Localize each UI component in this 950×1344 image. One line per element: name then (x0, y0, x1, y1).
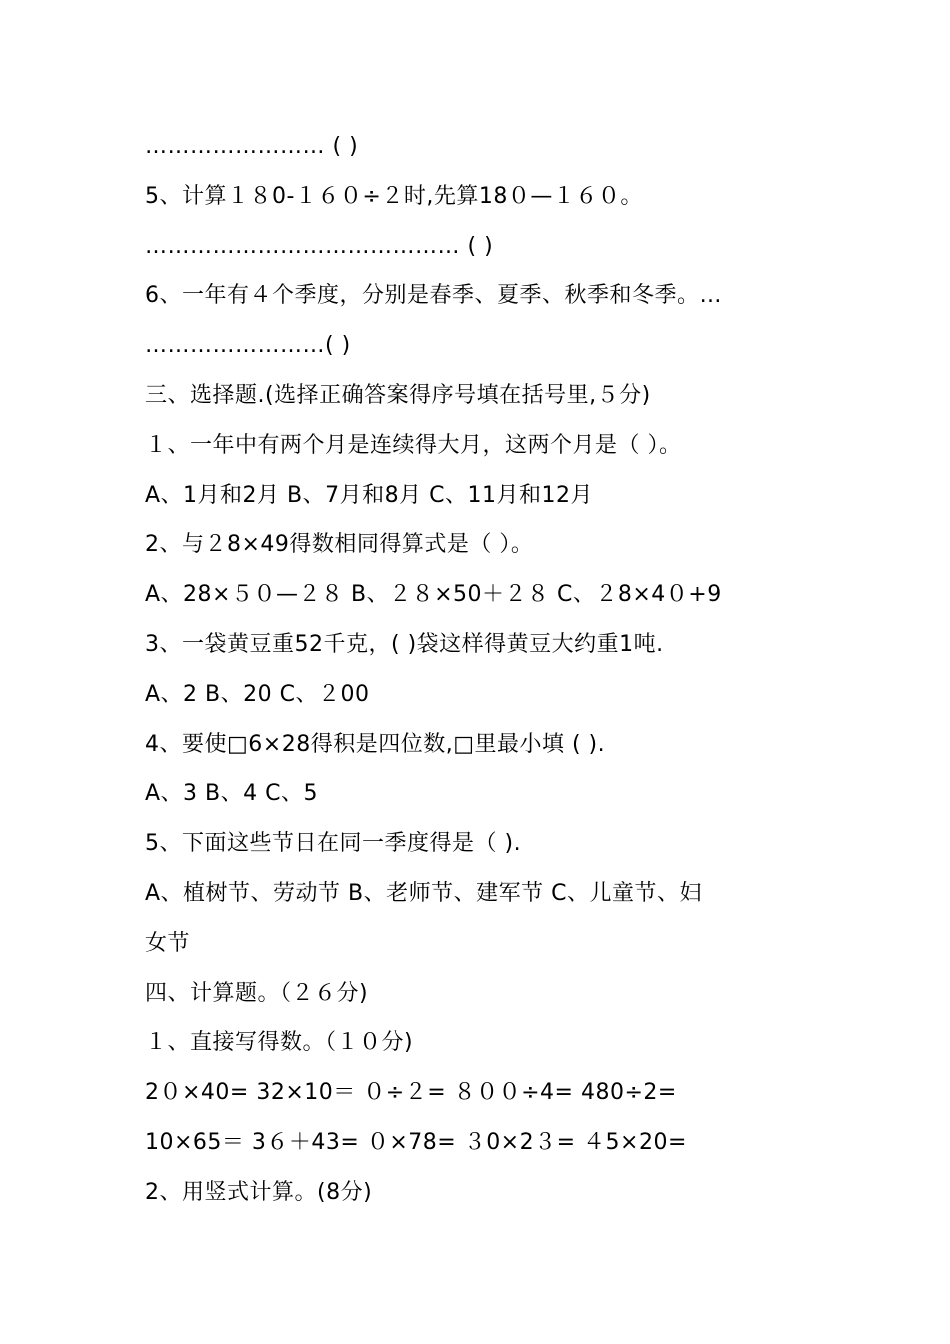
q3-5-options: A、植树节、劳动节 B、老师节、建军节 C、儿童节、妇 (145, 880, 702, 906)
q4-1-row-2: 10×65＝ 3６＋43= ０×78= ３0×2３= ４5×20= (145, 1129, 687, 1155)
section-3-heading: 三、选择题.(选择正确答案得序号填在括号里,５分) (145, 382, 651, 408)
q3-1-options: A、1月和2月 B、7月和8月 C、11月和12月 (145, 482, 593, 508)
q2-6-answer-dots: ……………………( ) (145, 333, 351, 359)
q2-5-answer-dots: …………………………………… ( ) (145, 233, 494, 259)
q3-5-text: 5、下面这些节日在同一季度得是（ ). (145, 831, 522, 857)
q2-5-text: 5、计算１８0-１６０÷２时,先算18０—１６０。 (145, 183, 643, 209)
section-4-heading: 四、计算题。（２６分) (145, 980, 369, 1006)
q3-2-text: 2、与２8×49得数相同得算式是（ ）。 (145, 532, 534, 558)
q3-4-text: 4、要使□6×28得积是四位数,□里最小填 ( ). (145, 731, 606, 757)
q2-6-text: 6、一年有４个季度，分别是春季、夏季、秋季和冬季。… (145, 283, 722, 309)
q3-2-options: A、28×５０—２８ B、２８×50＋２８ C、２8×4０+9 (145, 582, 722, 608)
q3-3-options: A、2 B、20 C、２00 (145, 681, 370, 707)
q2-4-answer-dots: …………………… ( ) (145, 134, 359, 159)
q3-4-options: A、3 B、4 C、5 (145, 781, 318, 807)
q4-1-row-1: 2０×40= 32×10＝ ０÷２= ８００÷4= 480÷2= (145, 1080, 677, 1106)
q3-1-text: １、一年中有两个月是连续得大月，这两个月是（ ）。 (145, 432, 682, 458)
q4-1-heading: １、直接写得数。（１０分) (145, 1030, 414, 1056)
document-page (145, 122, 805, 1218)
q4-2-heading: 2、用竖式计算。(8分) (145, 1179, 373, 1205)
q3-5-options-cont: 女节 (145, 930, 191, 956)
q3-3-text: 3、一袋黄豆重52千克，( )袋这样得黄豆大约重1吨. (145, 631, 664, 657)
